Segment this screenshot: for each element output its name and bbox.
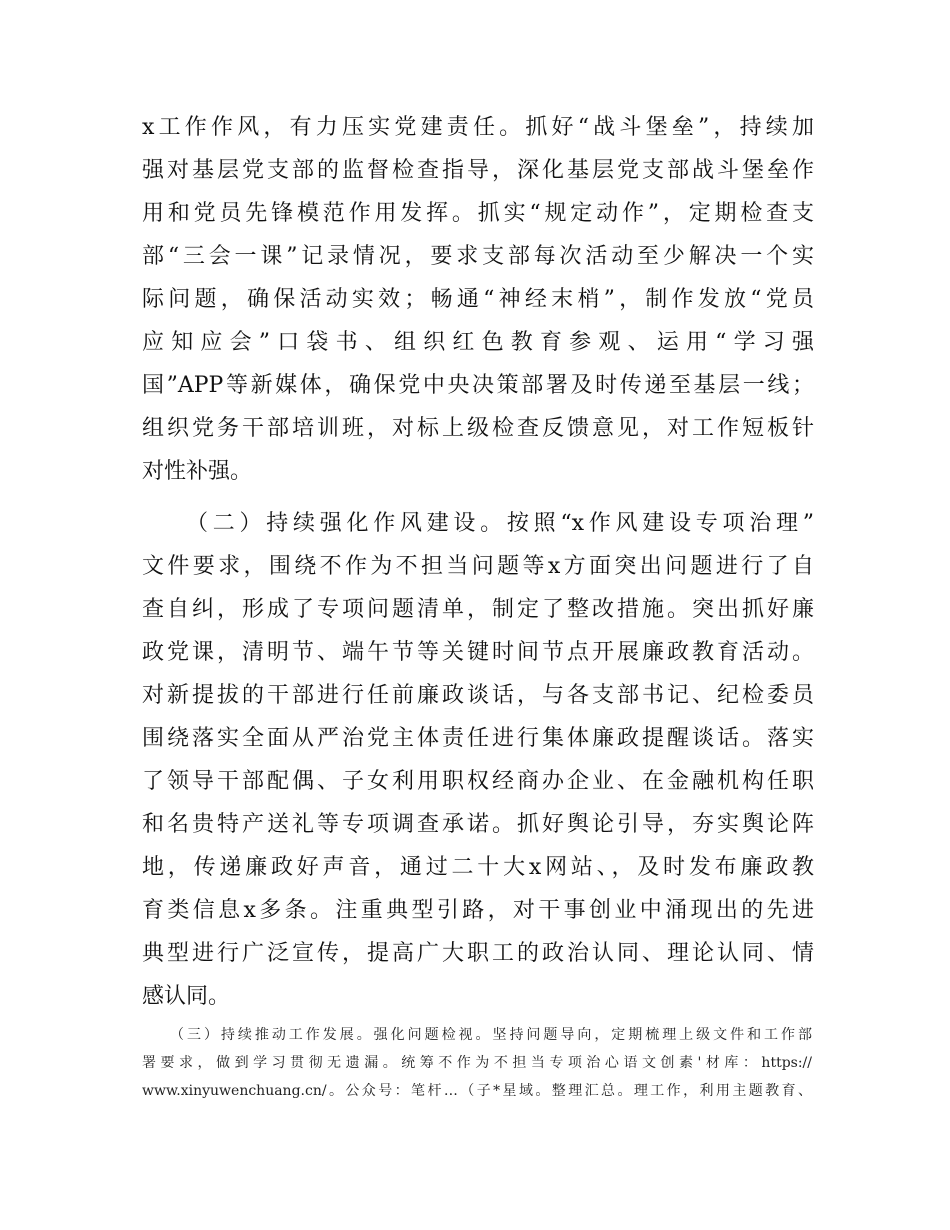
paragraph-2-line: 了领导干部配偶、子女利用职权经商办企业、在金融机构任职 xyxy=(142,769,814,794)
paragraph-1-line: 组织党务干部培训班，对标上级检查反馈意见，对工作短板针 xyxy=(142,416,814,441)
paragraph-3-line: www.xinyuwenchuang.cn/。公众号：笔杆…（子*星域。整理汇总。理工作，利用主题教育、 xyxy=(142,1083,812,1099)
paragraph-2-line: 文件要求，围绕不作为不担当问题等x方面突出问题进行了自 xyxy=(142,554,814,579)
paragraph-2-line: 查自纠，形成了专项问题清单，制定了整改措施。突出抓好廉 xyxy=(142,597,814,622)
paragraph-1-line: 国”APP等新媒体，确保党中央决策部署及时传递至基层一线； xyxy=(142,373,814,398)
paragraph-1-line: 强对基层党支部的监督检查指导，深化基层党支部战斗堡垒作 xyxy=(142,158,814,183)
paragraph-2-line: （二）持续强化作风建设。按照“x作风建设专项治理” xyxy=(186,511,814,536)
paragraph-1-line: 对性补强。 xyxy=(142,459,253,484)
paragraph-1-line: 际问题，确保活动实效；畅通“神经末梢”，制作发放“党员 xyxy=(142,287,814,312)
paragraph-3-line: 署要求，做到学习贯彻无遗漏。统筹不作为不担当专项治心语文创素'材库：https:// xyxy=(142,1055,812,1071)
paragraph-1-line: x工作作风，有力压实党建责任。抓好“战斗堡垒”，持续加 xyxy=(142,115,814,140)
paragraph-1-line: 部“三会一课”记录情况，要求支部每次活动至少解决一个实 xyxy=(142,244,814,269)
paragraph-2-line: 典型进行广泛宣传，提高广大职工的政治认同、理论认同、情 xyxy=(142,941,814,966)
paragraph-1-line: 应知应会”口袋书、组织红色教育参观、运用“学习强 xyxy=(142,330,814,355)
paragraph-2-line: 地，传递廉政好声音，通过二十大x网站、，及时发布廉政教 xyxy=(142,855,814,880)
paragraph-2-line: 育类信息x多条。注重典型引路，对干事创业中涌现出的先进 xyxy=(142,898,814,923)
paragraph-2-line: 围绕落实全面从严治党主体责任进行集体廉政提醒谈话。落实 xyxy=(142,726,814,751)
paragraph-2-line: 对新提拔的干部进行任前廉政谈话，与各支部书记、纪检委员 xyxy=(142,683,814,708)
paragraph-2-line: 政党课，清明节、端午节等关键时间节点开展廉政教育活动。 xyxy=(142,640,814,665)
paragraph-1-line: 用和党员先锋模范作用发挥。抓实“规定动作”，定期检查支 xyxy=(142,201,814,226)
paragraph-3-line: （三）持续推动工作发展。强化问题检视。坚持问题导向，定期梳理上级文件和工作部 xyxy=(170,1027,812,1043)
paragraph-2-line: 感认同。 xyxy=(142,984,231,1009)
paragraph-2-line: 和名贵特产送礼等专项调查承诺。抓好舆论引导，夯实舆论阵 xyxy=(142,812,814,837)
